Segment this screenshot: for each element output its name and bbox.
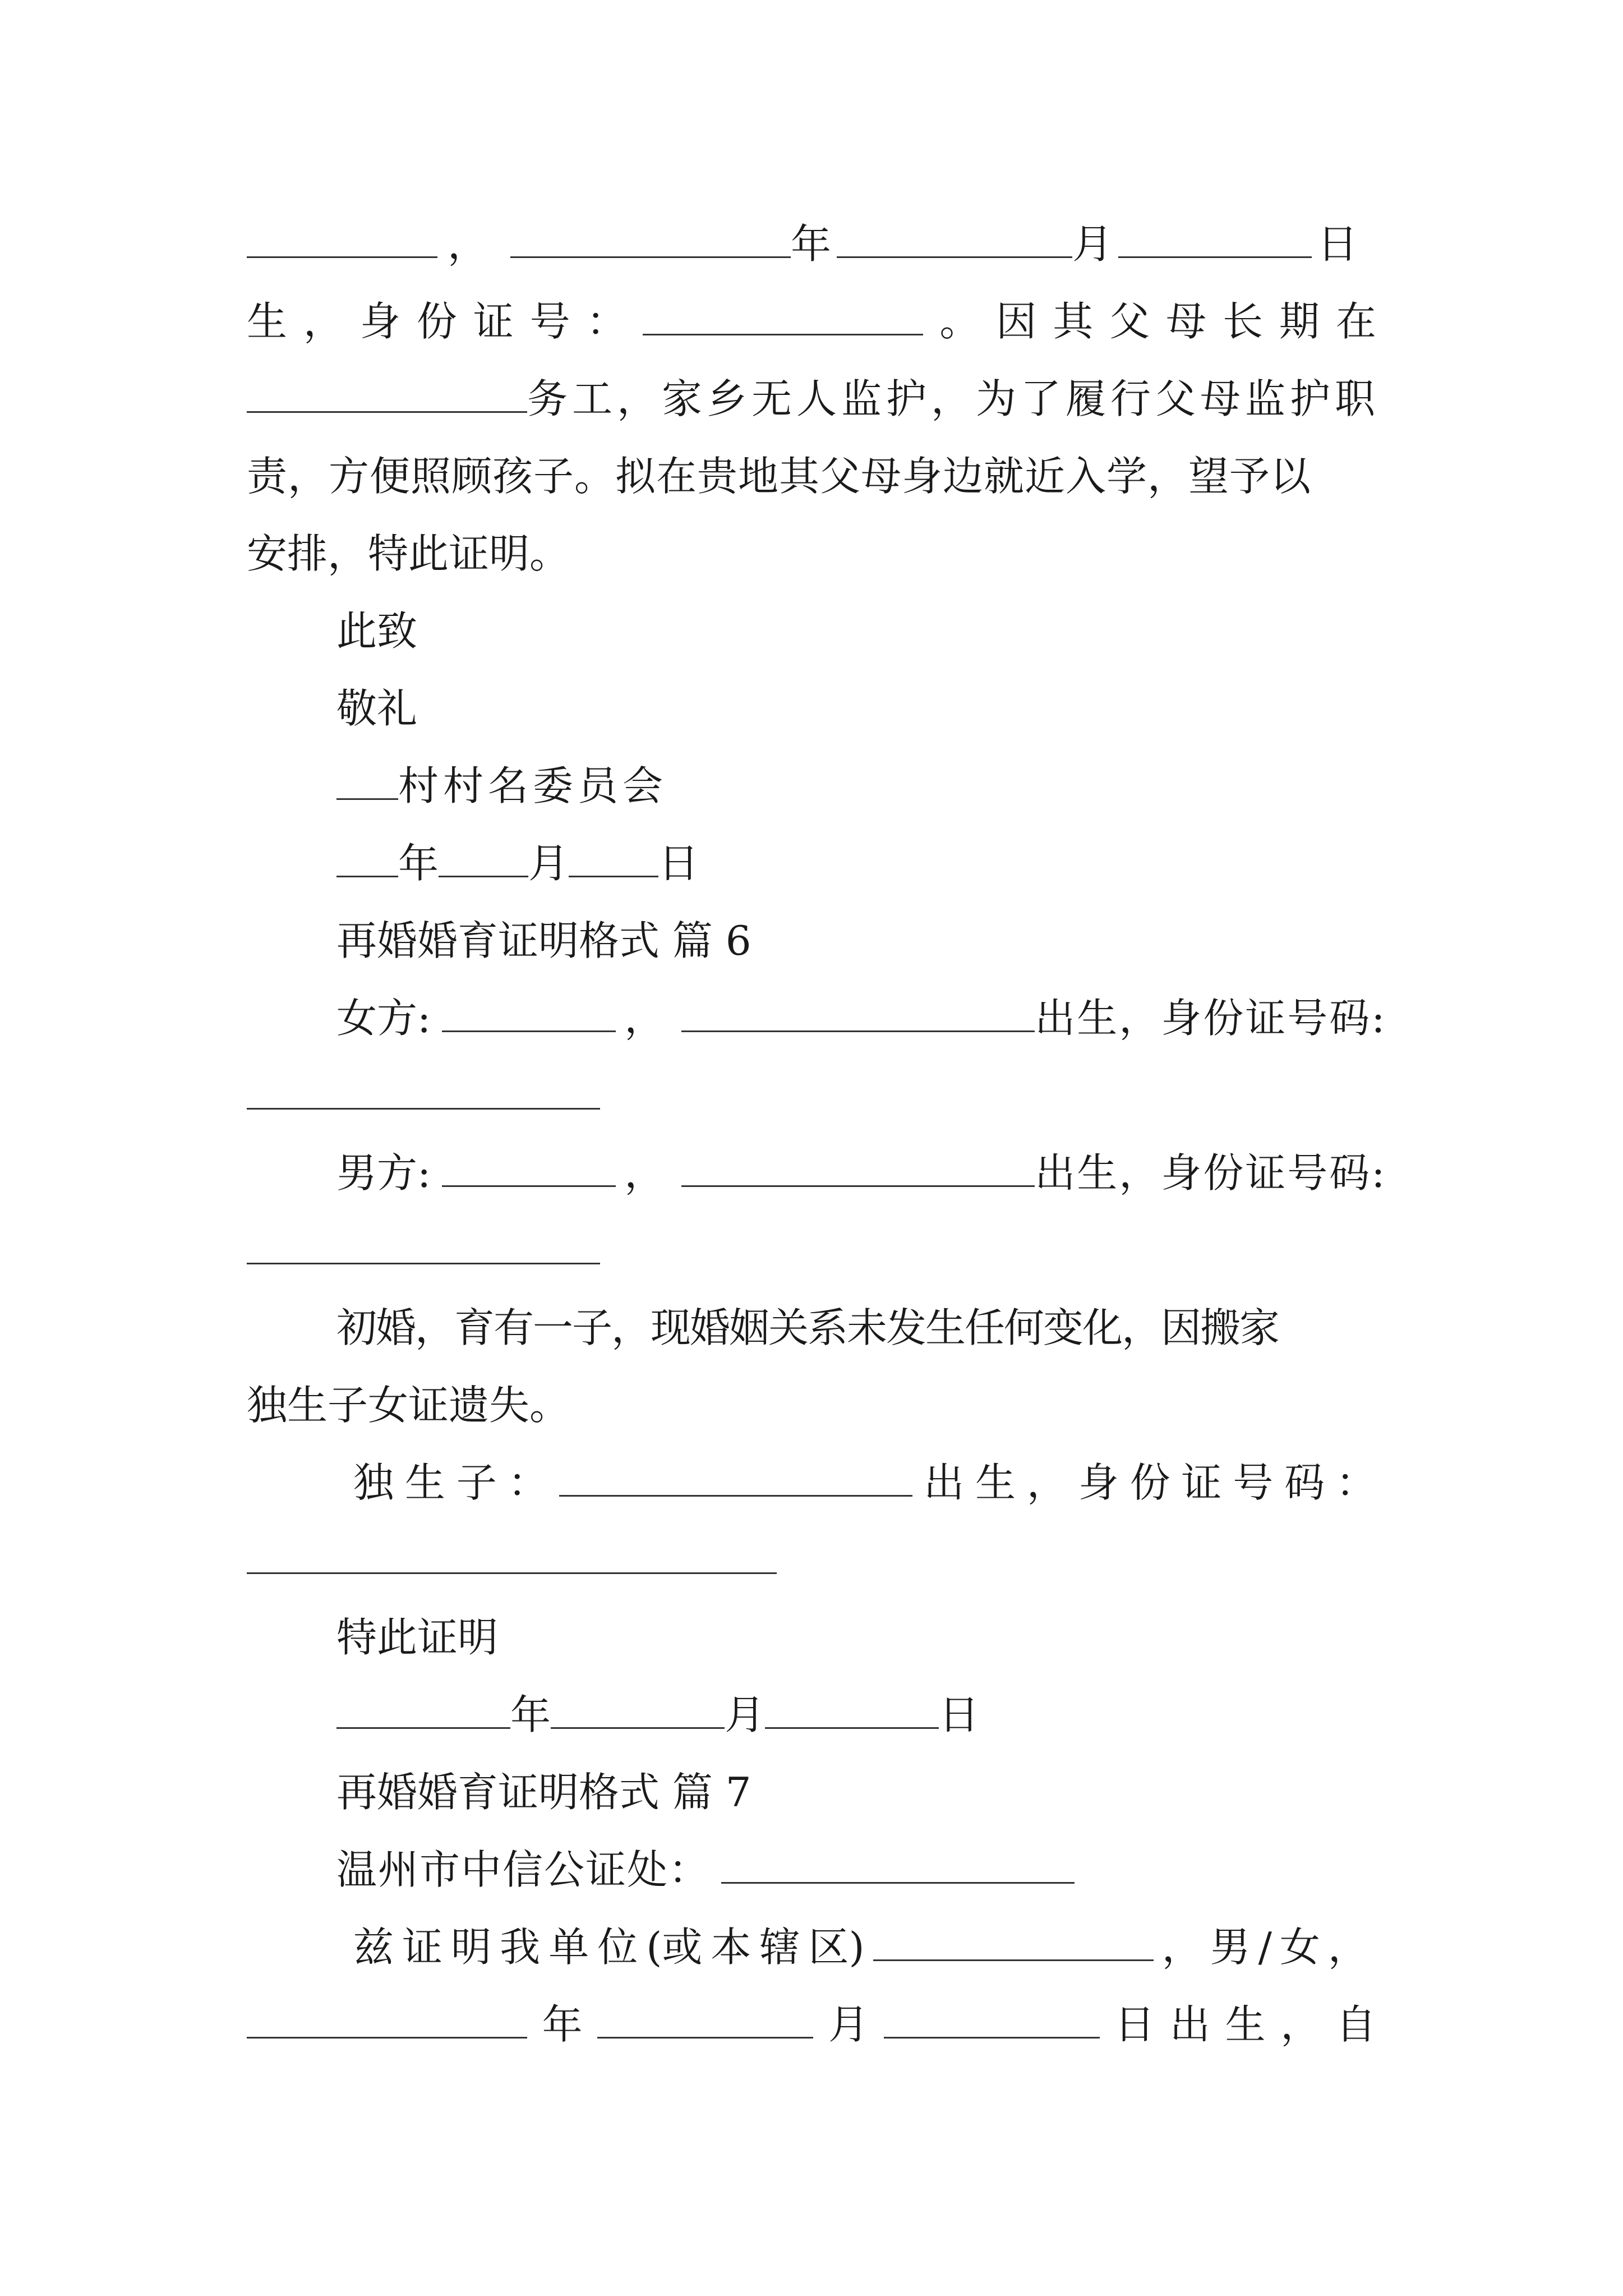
section-heading	[336, 1753, 1376, 1832]
body-text: 出生，身份证号码:	[1035, 995, 1387, 1042]
char: ，	[1280, 2001, 1321, 2048]
char: 明	[451, 1924, 492, 1971]
blank-year	[336, 875, 398, 877]
body-text: 初婚，育有一子，现婚姻关系未发生任何变化，因搬家	[336, 1304, 1279, 1351]
char: 独	[353, 1459, 394, 1506]
recipient-line	[336, 1830, 1376, 1909]
body-line	[247, 514, 1376, 593]
char: ，	[1026, 1459, 1067, 1506]
blank-female-birth	[681, 1030, 1035, 1032]
char: 号	[529, 298, 570, 345]
person-birth-line	[247, 1985, 1376, 2064]
salutation-text: 此致	[336, 608, 418, 655]
gender-text: ，男/女，	[1161, 1924, 1376, 1971]
only-child-line	[353, 1443, 1376, 1522]
year-label: 年	[542, 2001, 583, 2048]
char: 号	[1233, 1459, 1274, 1506]
signature-committee	[336, 747, 1376, 825]
blank-name	[247, 256, 437, 258]
char: 生	[404, 1459, 445, 1506]
char: 证	[473, 298, 514, 345]
blank-day	[569, 875, 658, 877]
char: 在	[1335, 298, 1376, 345]
blank-day	[765, 1727, 939, 1729]
char: 身	[359, 298, 400, 345]
body-text: 责，方便照顾孩子。拟在贵地其父母身边就近入学，望予以	[247, 453, 1312, 500]
char: (或	[646, 1924, 703, 1971]
char: 码	[1284, 1459, 1325, 1506]
blank-person-name	[873, 1959, 1154, 1961]
blank-female-name	[442, 1030, 616, 1032]
char: 其	[1053, 298, 1094, 345]
char: 兹	[353, 1924, 394, 1971]
char: 份	[416, 298, 457, 345]
char: 位	[597, 1924, 638, 1971]
comma: ，	[624, 995, 665, 1042]
blank-child-id	[247, 1572, 777, 1574]
day-label: 日	[1317, 220, 1358, 268]
male-line	[336, 1134, 1387, 1212]
birth-date-line	[247, 205, 1376, 283]
male-id-line	[247, 1211, 1376, 1290]
salutation	[336, 592, 1376, 670]
unit-line	[353, 1908, 1376, 1986]
day-label: 日	[658, 840, 699, 887]
closing-text: 敬礼	[336, 685, 418, 732]
blank-work-place	[247, 411, 527, 413]
char: 出	[924, 1459, 965, 1506]
char: 自	[1335, 2001, 1376, 2048]
body-text: 独生子女证遗失。	[247, 1382, 570, 1429]
char: 因	[996, 298, 1037, 345]
comma: ，	[624, 1149, 665, 1197]
year-label: 年	[398, 840, 439, 887]
month-label: 月	[828, 2001, 869, 2048]
blank-month	[597, 2036, 813, 2039]
blank-id-number	[643, 333, 923, 335]
year-label: 年	[791, 220, 832, 268]
committee-text: 村村名委员会	[398, 762, 668, 809]
blank-year	[336, 1727, 510, 1729]
char: 证	[402, 1924, 443, 1971]
char: 子	[456, 1459, 497, 1506]
blank-male-id	[247, 1262, 600, 1264]
certify-date	[336, 1676, 1376, 1754]
char: 证	[1181, 1459, 1222, 1506]
char: ：	[508, 1459, 548, 1506]
blank-child-birth	[559, 1494, 912, 1497]
recipient-text: 温州市中信公证处：	[336, 1846, 711, 1893]
char: 。	[939, 298, 980, 345]
char: 期	[1279, 298, 1320, 345]
char: 生	[975, 1459, 1016, 1506]
char: 生	[247, 298, 288, 345]
month-label: 月	[725, 1691, 766, 1738]
female-line	[336, 979, 1387, 1057]
work-line	[247, 360, 1380, 438]
section-heading	[336, 901, 1376, 980]
blank-village	[336, 798, 398, 800]
signature-date	[336, 824, 1376, 903]
char: 身	[1078, 1459, 1119, 1506]
blank-year	[247, 2036, 527, 2039]
char: 生	[1225, 2001, 1266, 2048]
char: 母	[1166, 298, 1207, 345]
char: ：	[586, 298, 627, 345]
blank-male-name	[442, 1185, 616, 1187]
char: 本	[711, 1924, 751, 1971]
body-text: 出生，身份证号码:	[1035, 1149, 1387, 1197]
label: 男方:	[336, 1149, 431, 1197]
body-text: 特此证明	[336, 1614, 499, 1661]
comma: ，	[448, 220, 488, 268]
blank-month	[439, 875, 528, 877]
body-text: 安排，特此证明。	[247, 530, 570, 577]
female-id-line	[247, 1056, 1376, 1135]
blank-female-id	[247, 1107, 600, 1110]
heading-text: 再婚婚育证明格式 篇 6	[336, 917, 751, 964]
char: 出	[1169, 2001, 1210, 2048]
body-line	[336, 1289, 1376, 1367]
child-id-line	[247, 1521, 1376, 1599]
char: 单	[548, 1924, 589, 1971]
id-line	[247, 282, 1376, 361]
blank-day	[1118, 256, 1312, 258]
label: 女方:	[336, 995, 431, 1042]
heading-text: 再婚婚育证明格式 篇 7	[336, 1769, 751, 1816]
char: 区)	[808, 1924, 865, 1971]
month-label: 月	[528, 840, 569, 887]
closing	[336, 669, 1376, 748]
blank-month	[837, 256, 1072, 258]
year-label: 年	[510, 1691, 551, 1738]
body-line	[247, 1366, 1376, 1444]
char: 长	[1222, 298, 1263, 345]
char: 父	[1109, 298, 1150, 345]
blank-recipient	[721, 1881, 1075, 1884]
month-label: 月	[1072, 220, 1113, 268]
char: 日	[1114, 2001, 1155, 2048]
char: 我	[500, 1924, 541, 1971]
char: ，	[303, 298, 344, 345]
blank-year	[510, 256, 791, 258]
body-text: 务工，家乡无人监护，为了履行父母监护职	[527, 375, 1380, 422]
blank-day	[884, 2036, 1100, 2039]
char: ：	[1335, 1459, 1376, 1506]
blank-male-birth	[681, 1185, 1035, 1187]
body-line	[247, 437, 1376, 516]
day-label: 日	[939, 1691, 980, 1738]
blank-month	[551, 1727, 725, 1729]
certify-text	[336, 1598, 1376, 1677]
char: 份	[1129, 1459, 1170, 1506]
char: 辖	[759, 1924, 800, 1971]
